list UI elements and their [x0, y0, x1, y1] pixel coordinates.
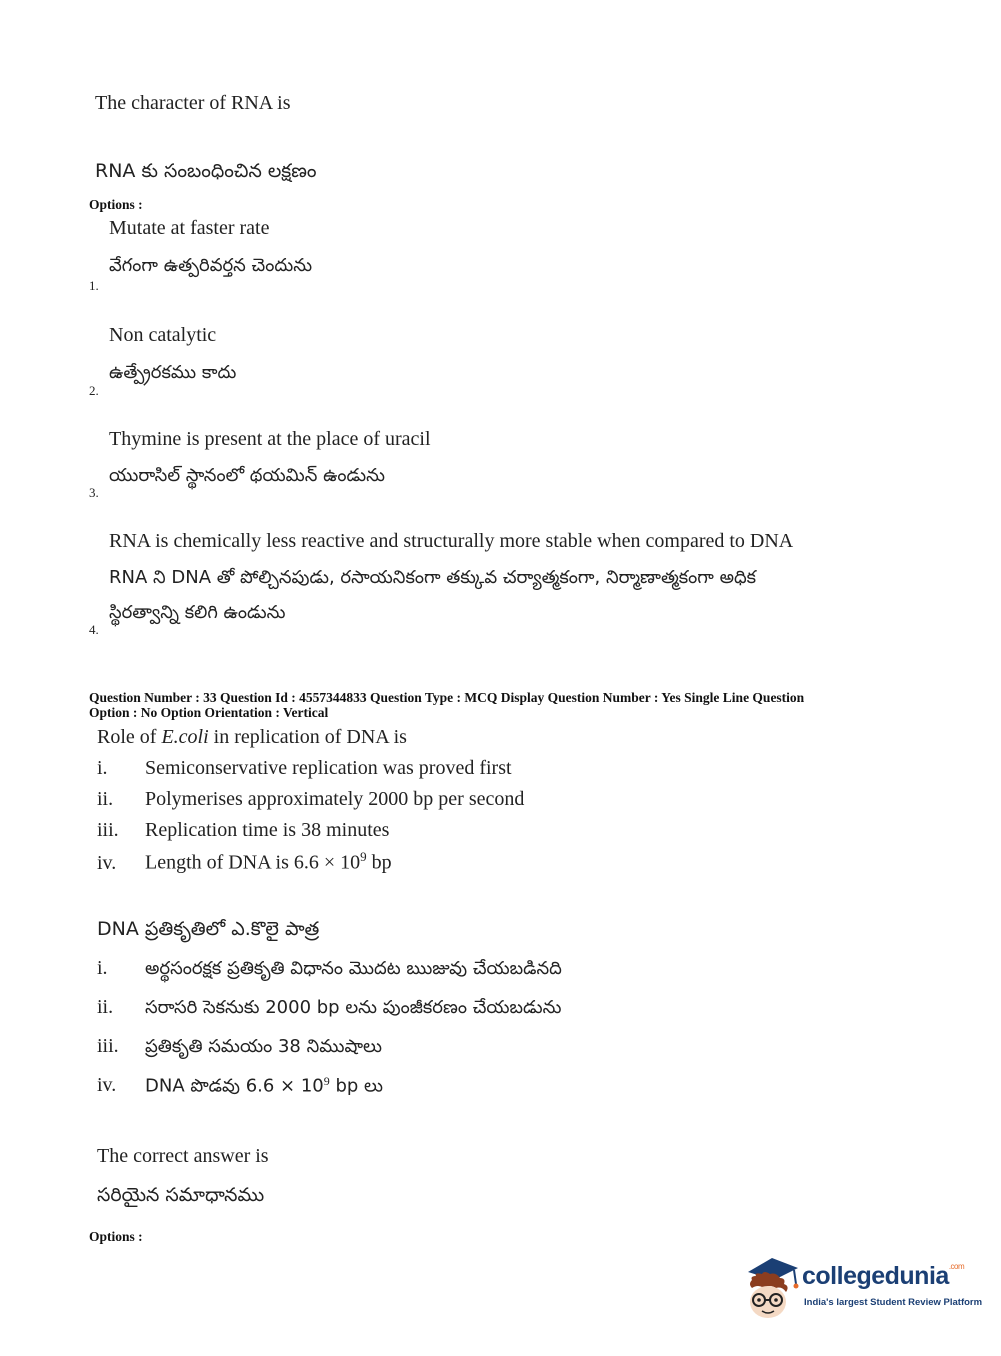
statement-text: Semiconservative replication was proved first — [145, 757, 512, 779]
exponent: 9 — [360, 849, 367, 864]
q33-statement-en-iv — [97, 849, 392, 875]
q33-statement-en-i — [97, 757, 512, 780]
roman-numeral: i. — [97, 957, 108, 979]
statement-text: DNA పొడవు 6.6 × 10 — [145, 1075, 324, 1097]
roman-numeral: i. — [97, 757, 108, 779]
q33-question-en — [97, 726, 407, 749]
q32-question-te: RNA కు సంబంధించిన లక్షణం — [95, 160, 317, 182]
statement-text-suffix: bp — [366, 851, 392, 874]
statement-text-suffix: bp లు — [329, 1075, 384, 1097]
roman-numeral: ii. — [97, 996, 114, 1018]
q32-option-1-te: వేగంగా ఉత్పరివర్తన చెందును — [109, 255, 313, 276]
q33-statement-en-ii — [97, 788, 524, 811]
q32-option-3-te: యురాసిల్ స్థానంలో థయమిన్ ఉండును — [109, 465, 385, 486]
statement-text: అర్థసంరక్షక ప్రతికృతి విధానం మొదట ఋజువు చేయబడినది — [145, 958, 562, 979]
q33-statement-en-iii — [97, 819, 389, 842]
q33-statement-te-iv — [97, 1074, 383, 1100]
collegedunia-logo — [742, 1250, 983, 1320]
logo-tagline: India's largest Student Review Platform — [804, 1297, 983, 1308]
student-mascot-icon — [742, 1250, 802, 1320]
q33-question-prefix: Role of — [97, 726, 162, 748]
q33-answer-te: సరియైన సమాధానము — [97, 1184, 265, 1206]
q33-options-label: Options : — [89, 1229, 143, 1244]
q33-meta-line1: Question Number : 33 Question Id : 4557344833 Question Type : MCQ Display Question Number : Yes Single Line Question — [89, 690, 805, 705]
q32-option-1-en: Mutate at faster rate — [109, 217, 270, 239]
statement-text: Replication time is 38 minutes — [145, 819, 390, 841]
statement-text: ప్రతికృతి సమయం 38 నిముషాలు — [145, 1036, 383, 1057]
q33-statement-te-i — [97, 957, 562, 983]
roman-numeral: iii. — [97, 819, 119, 841]
q33-meta-line2: Option : No Option Orientation : Vertical — [89, 705, 329, 720]
q32-options-label: Options : — [89, 197, 143, 212]
exponent: 9 — [323, 1074, 330, 1088]
q32-option-2-te: ఉత్ప్రేరకము కాదు — [109, 362, 237, 383]
q32-option-3-en: Thymine is present at the place of uracil — [109, 428, 431, 450]
roman-numeral: iv. — [97, 851, 117, 874]
q33-statement-te-ii — [97, 996, 561, 1022]
q32-option-3-num: 3. — [89, 485, 99, 500]
q32-option-2-en: Non catalytic — [109, 324, 217, 346]
roman-numeral: ii. — [97, 788, 114, 810]
q32-option-4-te-line2: స్థిరత్వాన్ని కలిగి ఉండును — [109, 602, 286, 623]
q33-answer-en: The correct answer is — [97, 1145, 269, 1167]
q33-meta — [89, 690, 949, 720]
q32-option-2-num: 2. — [89, 383, 99, 398]
q32-question-en: The character of RNA is — [95, 92, 291, 114]
logo-wordmark — [802, 1262, 964, 1291]
q32-option-4-te-line1: RNA ని DNA తో పోల్చినపుడు, రసాయనికంగా తక్కువ చర్యాత్మకంగా, నిర్మాణాత్మకంగా అధిక — [109, 567, 757, 588]
roman-numeral: iv. — [97, 1074, 117, 1097]
statement-text: సరాసరి సెకనుకు 2000 bp లను పుంజీకరణం చేయబడును — [145, 997, 562, 1018]
roman-numeral: iii. — [97, 1035, 119, 1057]
q33-question-italic: E.coli — [161, 726, 209, 748]
statement-text: Length of DNA is 6.6 × 10 — [145, 851, 361, 874]
q33-statement-te-iii — [97, 1035, 382, 1061]
logo-name: collegedunia — [802, 1262, 949, 1290]
q33-question-suffix: in replication of DNA is — [208, 726, 407, 748]
q32-option-4-en: RNA is chemically less reactive and structurally more stable when compared to DNA — [109, 530, 794, 552]
q32-option-1-num: 1. — [89, 278, 99, 293]
q32-option-4-num: 4. — [89, 622, 99, 637]
statement-text: Polymerises approximately 2000 bp per second — [145, 788, 525, 810]
logo-suffix: .com — [948, 1262, 965, 1271]
q33-question-te: DNA ప్రతికృతిలో ఎ.కొలై పాత్ర — [97, 918, 320, 940]
